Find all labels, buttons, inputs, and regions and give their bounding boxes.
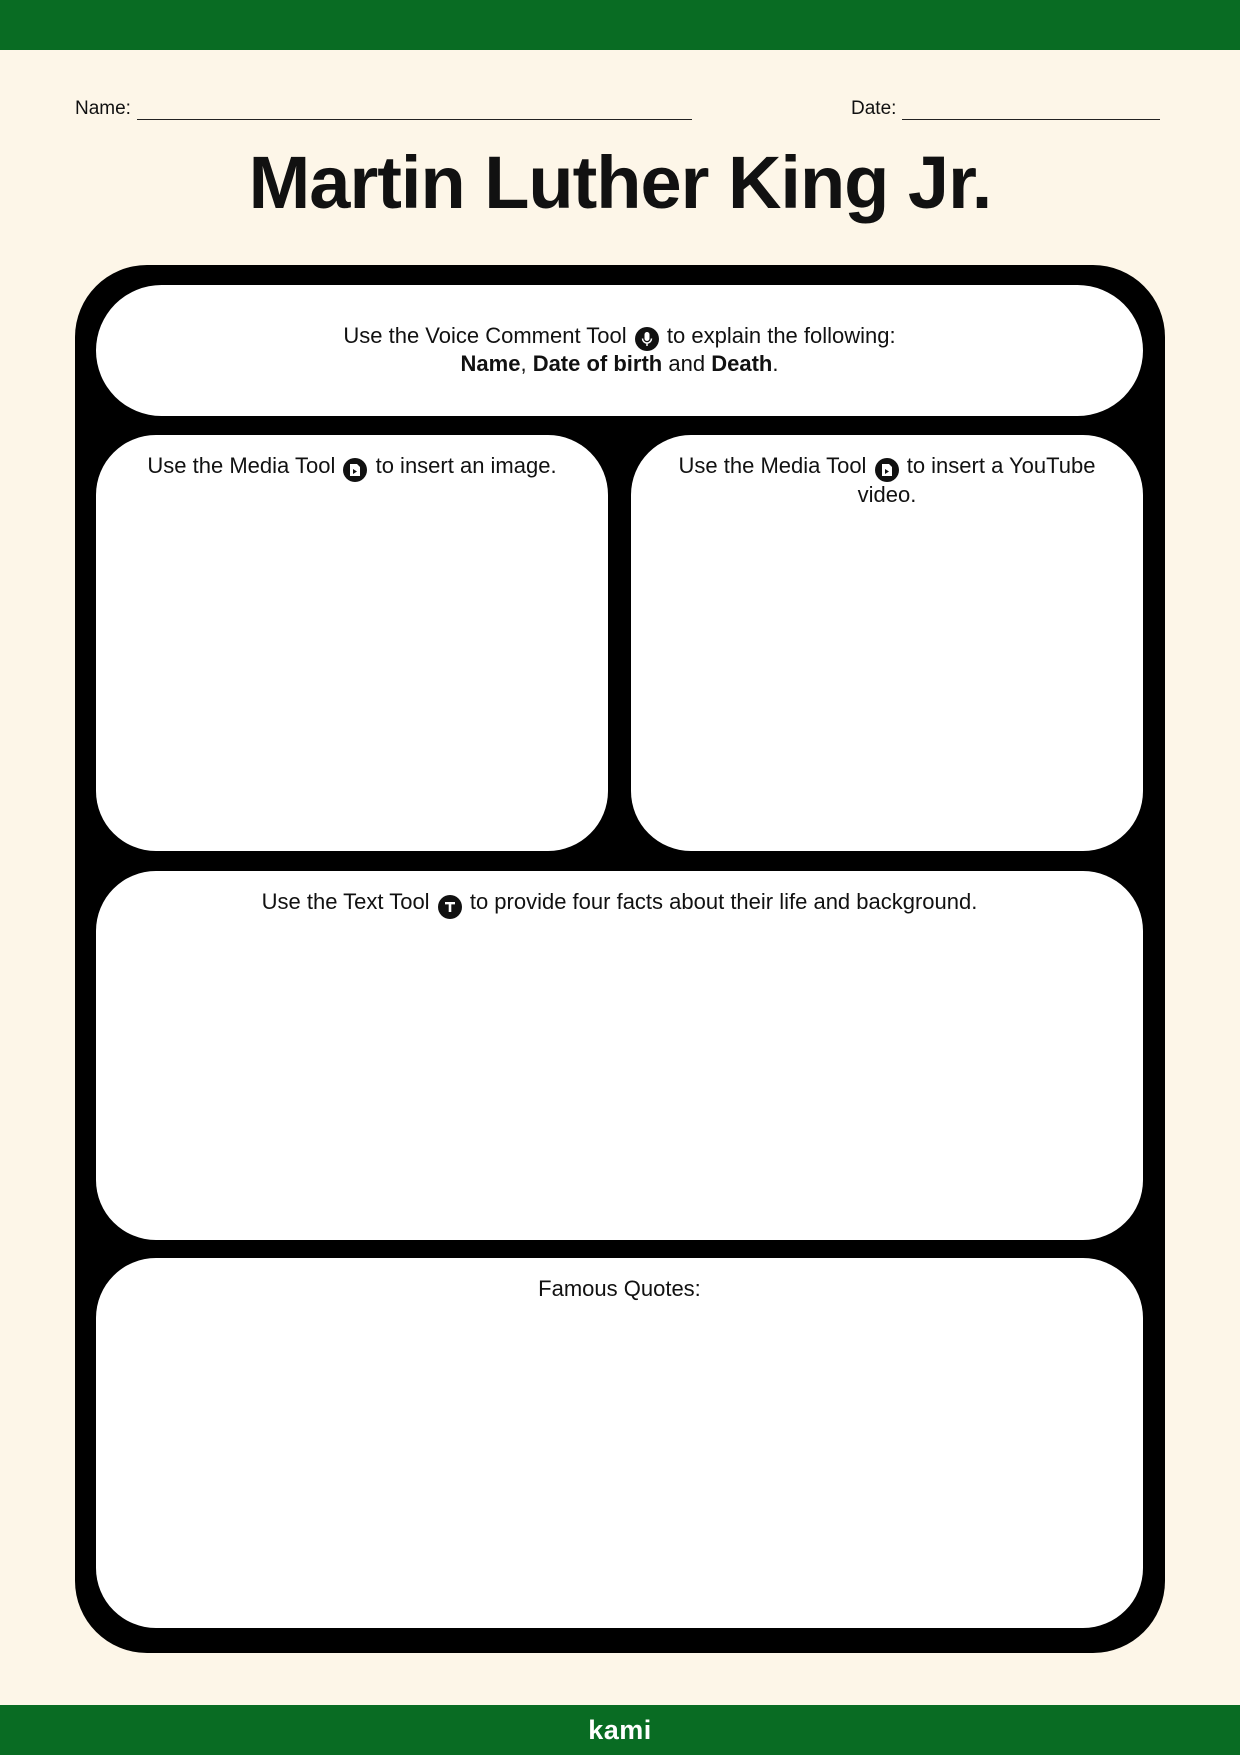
text-tool-icon xyxy=(438,895,462,919)
date-field[interactable] xyxy=(851,98,1160,120)
voice-instruction: Use the Voice Comment Tool to explain the following: xyxy=(96,323,1143,351)
page-title: Martin Luther King Jr. xyxy=(248,141,992,224)
kami-logo: kami xyxy=(588,1714,652,1745)
top-bar xyxy=(0,0,1240,50)
date-label: Date: xyxy=(851,98,897,119)
image-panel[interactable]: Use the Media Tool to insert an image. xyxy=(96,435,608,851)
voice-item-death: Death xyxy=(711,351,773,376)
voice-item-birth: Date of birth xyxy=(532,351,663,376)
microphone-icon xyxy=(635,327,659,351)
name-line[interactable] xyxy=(137,103,692,120)
date-line[interactable] xyxy=(902,103,1160,120)
facts-panel[interactable]: Use the Text Tool to provide four facts about their life and background. xyxy=(96,871,1143,1240)
worksheet-frame xyxy=(75,265,1165,1653)
name-label: Name: xyxy=(75,98,131,119)
name-field[interactable] xyxy=(75,98,692,120)
voice-items: Name, Date of birth and Death. xyxy=(460,351,779,376)
media-icon xyxy=(875,458,899,482)
bottom-bar xyxy=(0,1705,1240,1755)
media-icon xyxy=(343,458,367,482)
video-panel[interactable]: Use the Media Tool to insert a YouTube video. xyxy=(631,435,1143,851)
voice-comment-panel[interactable] xyxy=(96,285,1143,416)
quotes-label: Famous Quotes: xyxy=(538,1276,701,1301)
voice-item-name: Name xyxy=(460,351,521,376)
quotes-panel[interactable] xyxy=(96,1258,1143,1628)
